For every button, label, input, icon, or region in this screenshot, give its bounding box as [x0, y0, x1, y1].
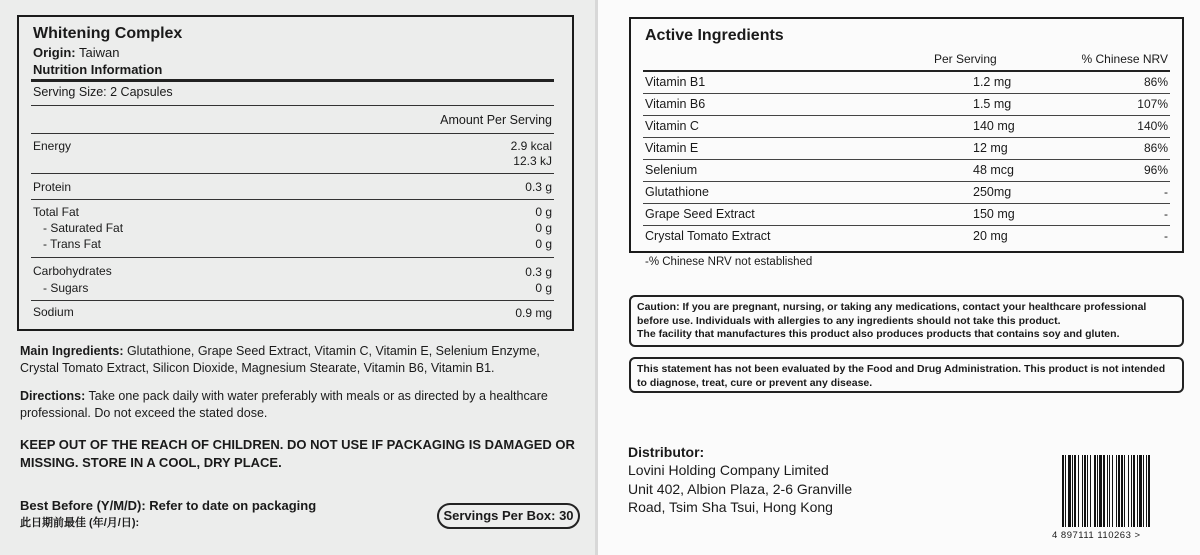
barcode-bar — [1107, 455, 1108, 527]
sodium-value: 0.9 mg — [515, 306, 552, 320]
divider — [31, 105, 554, 106]
amount-per-serving-header: Amount Per Serving — [440, 113, 552, 127]
ingredient-name: Selenium — [645, 163, 698, 177]
ingredient-amount: 150 mg — [973, 207, 1015, 221]
nutrition-facts-box — [17, 15, 574, 331]
main-ingredients — [20, 343, 575, 377]
divider — [31, 199, 554, 200]
ingredient-nrv: 96% — [1143, 163, 1168, 177]
ingredient-amount: 20 mg — [973, 229, 1008, 243]
barcode-bar — [1133, 455, 1135, 527]
ingredient-name: Crystal Tomato Extract — [645, 229, 771, 243]
origin-label: Origin: — [33, 45, 76, 60]
ingredient-amount: 1.5 mg — [973, 97, 1012, 111]
ingredient-name: Vitamin B6 — [645, 97, 706, 111]
barcode-bar — [1078, 455, 1079, 527]
barcode-bar — [1131, 455, 1132, 527]
ingredient-nrv: 140% — [1137, 119, 1168, 133]
caution-text: Caution: If you are pregnant, nursing, or taking any medications, contact your healthcare professional before use. Individuals with allergies to any ingredients should not take this product. — [637, 301, 1147, 327]
left-panel — [0, 0, 598, 555]
ingredient-nrv: 86% — [1143, 141, 1168, 155]
ingredient-nrv: 86% — [1143, 75, 1168, 89]
ingredient-amount: 140 mg — [973, 119, 1015, 133]
barcode — [1052, 455, 1190, 543]
divider — [31, 173, 554, 174]
divider — [31, 300, 554, 301]
ingredient-row — [643, 137, 1170, 160]
main-ingredients-text: Glutathione, Grape Seed Extract, Vitamin C, Vitamin E, Selenium Enzyme, Crystal Tomato Extract, Silicon Dioxide, Magnesium Stearate, Vitamin B6, Vitamin B1. — [20, 344, 540, 375]
carbohydrates-label: Carbohydrates — [33, 264, 112, 278]
saturated-fat-label: - Saturated Fat — [43, 221, 124, 235]
ingredient-name: Vitamin B1 — [645, 75, 706, 89]
barcode-bar — [1065, 455, 1066, 527]
barcode-digits: 4 897111 110263 — [1052, 530, 1132, 541]
barcode-bar — [1082, 455, 1083, 527]
main-ingredients-label: Main Ingredients: — [20, 344, 124, 358]
barcode-bar — [1139, 455, 1142, 527]
fda-disclaimer-text: This statement has not been evaluated by the Food and Drug Administration. This product is not intended to diagnose, treat, cure or prevent any disease. — [637, 363, 1166, 389]
sodium-label: Sodium — [33, 305, 74, 319]
ingredient-row — [643, 159, 1170, 182]
barcode-bar — [1146, 455, 1147, 527]
ingredient-row — [643, 181, 1170, 204]
distributor-address-line2: Road, Tsim Sha Tsui, Hong Kong — [628, 499, 833, 515]
ingredient-nrv: - — [1164, 185, 1168, 199]
ingredient-name: Vitamin C — [645, 119, 699, 133]
barcode-bar — [1068, 455, 1071, 527]
origin-line — [33, 45, 119, 60]
barcode-bar — [1112, 455, 1113, 527]
directions-label: Directions: — [20, 389, 86, 403]
energy-kj: 12.3 kJ — [513, 154, 552, 168]
total-fat-value: 0 g — [535, 205, 552, 219]
barcode-bar — [1099, 455, 1102, 527]
active-ingredients-box — [629, 17, 1184, 253]
carbohydrates-value: 0.3 g — [525, 265, 552, 279]
origin-value: Taiwan — [79, 45, 120, 60]
best-before-chinese: 此日期前最佳 (年/月/日): — [20, 517, 140, 529]
barcode-bar — [1109, 455, 1110, 527]
ingredient-amount: 250mg — [973, 185, 1012, 199]
barcode-bar — [1094, 455, 1096, 527]
distributor-address-line1: Unit 402, Albion Plaza, 2-6 Granville — [628, 481, 853, 497]
divider — [31, 79, 554, 82]
sugars-value: 0 g — [535, 281, 552, 295]
barcode-bar — [1128, 455, 1129, 527]
nrv-footnote: -% Chinese NRV not established — [645, 256, 813, 268]
ingredient-row — [643, 71, 1170, 94]
barcode-bar — [1118, 455, 1120, 527]
ingredient-amount: 48 mcg — [973, 163, 1014, 177]
ingredient-name: Glutathione — [645, 185, 709, 199]
barcode-bar — [1097, 455, 1098, 527]
barcode-number — [1052, 530, 1190, 541]
ingredient-row — [643, 115, 1170, 138]
saturated-fat-value: 0 g — [535, 221, 552, 235]
barcode-bar — [1143, 455, 1144, 527]
ingredient-nrv: - — [1164, 207, 1168, 221]
fda-disclaimer-box — [629, 357, 1184, 393]
per-serving-header: Per Serving — [934, 52, 997, 66]
barcode-bar — [1074, 455, 1076, 527]
ingredient-amount: 12 mg — [973, 141, 1008, 155]
barcode-bar — [1148, 455, 1150, 527]
barcode-bar — [1062, 455, 1064, 527]
protein-label: Protein — [33, 180, 72, 194]
safety-warning: KEEP OUT OF THE REACH OF CHILDREN. DO NOT USE IF PACKAGING IS DAMAGED OR MISSING. STORE IN A COOL, DRY PLACE. — [20, 437, 575, 470]
divider — [31, 133, 554, 134]
protein-value: 0.3 g — [525, 180, 552, 194]
nutrition-info-heading: Nutrition Information — [33, 62, 163, 77]
ingredient-row — [643, 93, 1170, 116]
ingredient-nrv: - — [1164, 229, 1168, 243]
barcode-bar — [1103, 455, 1105, 527]
ingredient-nrv: 107% — [1137, 97, 1168, 111]
total-fat-label: Total Fat — [33, 205, 80, 219]
barcode-bar — [1090, 455, 1091, 527]
sugars-label: - Sugars — [43, 281, 89, 295]
energy-kcal: 2.9 kcal — [510, 139, 552, 153]
barcode-bar — [1084, 455, 1086, 527]
ingredient-name: Vitamin E — [645, 141, 699, 155]
barcode-bar — [1072, 455, 1073, 527]
best-before: Best Before (Y/M/D): Refer to date on packaging — [20, 498, 317, 513]
servings-per-box-badge: Servings Per Box: 30 — [437, 503, 580, 529]
energy-label: Energy — [33, 139, 72, 153]
barcode-bar — [1124, 455, 1125, 527]
active-ingredients-title: Active Ingredients — [645, 27, 784, 44]
distributor-label: Distributor: — [628, 444, 705, 460]
distributor-name: Lovini Holding Company Limited — [628, 462, 829, 478]
nrv-header: % Chinese NRV — [1081, 52, 1168, 66]
caution-box — [629, 295, 1184, 347]
ingredient-amount: 1.2 mg — [973, 75, 1012, 89]
ingredient-row — [643, 225, 1170, 247]
trans-fat-value: 0 g — [535, 237, 552, 251]
ingredient-row — [643, 203, 1170, 226]
directions-text: Take one pack daily with water preferably with meals or as directed by a healthcare professional. Do not exceed the stated dose. — [20, 389, 548, 420]
barcode-bar — [1137, 455, 1138, 527]
barcode-bar — [1087, 455, 1088, 527]
allergen-text: The facility that manufactures this product also produces products that contains soy and gluten. — [637, 328, 1120, 340]
barcode-bar — [1116, 455, 1117, 527]
ingredient-name: Grape Seed Extract — [645, 207, 755, 221]
barcode-bar — [1121, 455, 1123, 527]
divider — [31, 257, 554, 258]
serving-size: Serving Size: 2 Capsules — [33, 85, 173, 99]
trans-fat-label: - Trans Fat — [43, 237, 102, 251]
barcode-arrow: > — [1134, 530, 1141, 541]
directions — [20, 388, 575, 422]
product-title: Whitening Complex — [33, 25, 183, 42]
